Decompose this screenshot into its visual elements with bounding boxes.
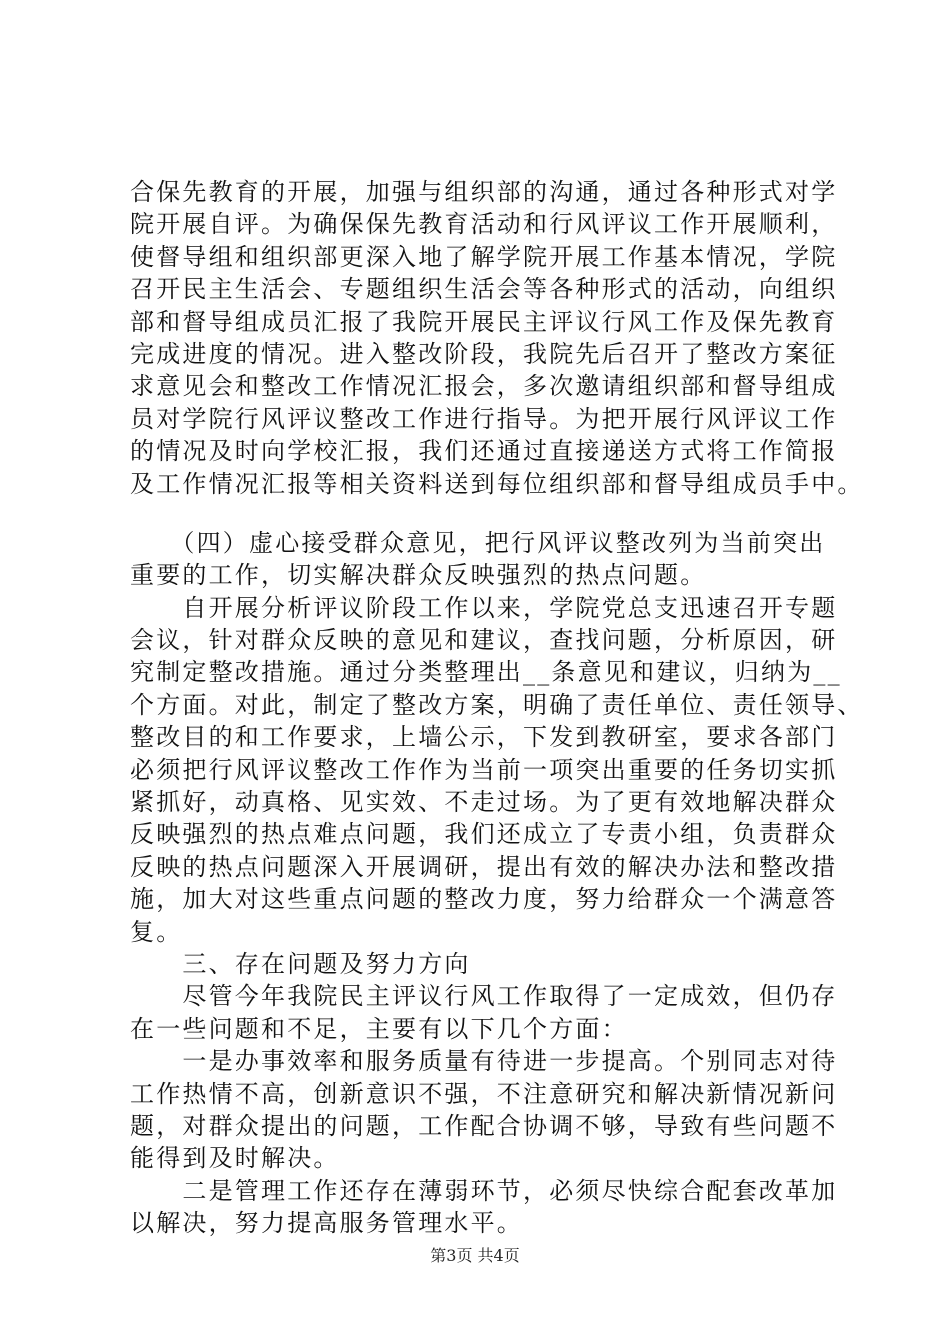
text-line: 的情况及时向学校汇报，我们还通过直接递送方式将工作简报 xyxy=(130,437,838,466)
text-line: 施，加大对这些重点问题的整改力度，努力给群众一个满意答 xyxy=(130,885,838,914)
text-line: 院开展自评。为确保保先教育活动和行风评议工作开展顺利， xyxy=(130,210,838,239)
text-line: 会议，针对群众反映的意见和建议，查找问题，分析原因，研 xyxy=(130,626,838,655)
text-line: 自开展分析评议阶段工作以来，学院党总支迅速召开专题 xyxy=(130,593,838,622)
page-number-footer: 第3页 共4页 xyxy=(430,1246,520,1265)
text-line: 究制定整改措施。通过分类整理出__条意见和建议，归纳为__ xyxy=(130,658,842,687)
text-line: 题，对群众提出的问题，工作配合协调不够，导致有些问题不 xyxy=(130,1111,838,1140)
text-line: 尽管今年我院民主评议行风工作取得了一定成效，但仍存 xyxy=(130,982,838,1011)
text-line: 能得到及时解决。 xyxy=(130,1144,340,1173)
text-line: 员对学院行风评议整改工作进行指导。为把开展行风评议工作 xyxy=(130,404,838,433)
text-line: 完成进度的情况。进入整改阶段，我院先后召开了整改方案征 xyxy=(130,339,838,368)
section-heading-line: 重要的工作，切实解决群众反映强烈的热点问题。 xyxy=(130,561,707,590)
text-line: 及工作情况汇报等相关资料送到每位组织部和督导组成员手中。 xyxy=(130,469,864,498)
text-line: 一是办事效率和服务质量有待进一步提高。个别同志对待 xyxy=(130,1047,838,1076)
text-line: 部和督导组成员汇报了我院开展民主评议行风工作及保先教育 xyxy=(130,307,838,336)
section-heading-line: 三、存在问题及努力方向 xyxy=(130,949,471,978)
paragraph-block-1 xyxy=(130,176,864,500)
text-line: 使督导组和组织部更深入地了解学院开展工作基本情况，学院 xyxy=(130,242,838,271)
text-line: 整改目的和工作要求，上墙公示，下发到教研室，要求各部门 xyxy=(130,723,838,752)
text-line: 召开民主生活会、专题组织生活会等各种形式的活动，向组织 xyxy=(130,275,838,304)
text-line: 工作热情不高，创新意识不强，不注意研究和解决新情况新问 xyxy=(130,1079,838,1108)
text-line: 反映的热点问题深入开展调研，提出有效的解决办法和整改措 xyxy=(130,852,838,881)
text-line: 以解决，努力提高服务管理水平。 xyxy=(130,1209,523,1238)
section-heading-line: （四）虚心接受群众意见，把行风评议整改列为当前突出 xyxy=(130,528,826,557)
text-line: 必须把行风评议整改工作作为当前一项突出重要的任务切实抓 xyxy=(130,755,838,784)
paragraph-block-2 xyxy=(130,527,864,1240)
text-line: 二是管理工作还存在薄弱环节，必须尽快综合配套改革加 xyxy=(130,1176,838,1205)
paragraph-gap xyxy=(130,500,830,527)
document-body xyxy=(130,176,864,1240)
text-line: 合保先教育的开展，加强与组织部的沟通，通过各种形式对学 xyxy=(130,178,838,206)
text-line: 反映强烈的热点难点问题，我们还成立了专责小组，负责群众 xyxy=(130,820,838,849)
text-line: 紧抓好，动真格、见实效、不走过场。为了更有效地解决群众 xyxy=(130,788,838,817)
text-line: 复。 xyxy=(130,917,183,946)
text-line: 个方面。对此，制定了整改方案，明确了责任单位、责任领导、 xyxy=(130,690,864,719)
text-line: 在一些问题和不足，主要有以下几个方面： xyxy=(130,1014,628,1043)
text-line: 求意见会和整改工作情况汇报会，多次邀请组织部和督导组成 xyxy=(130,372,838,401)
